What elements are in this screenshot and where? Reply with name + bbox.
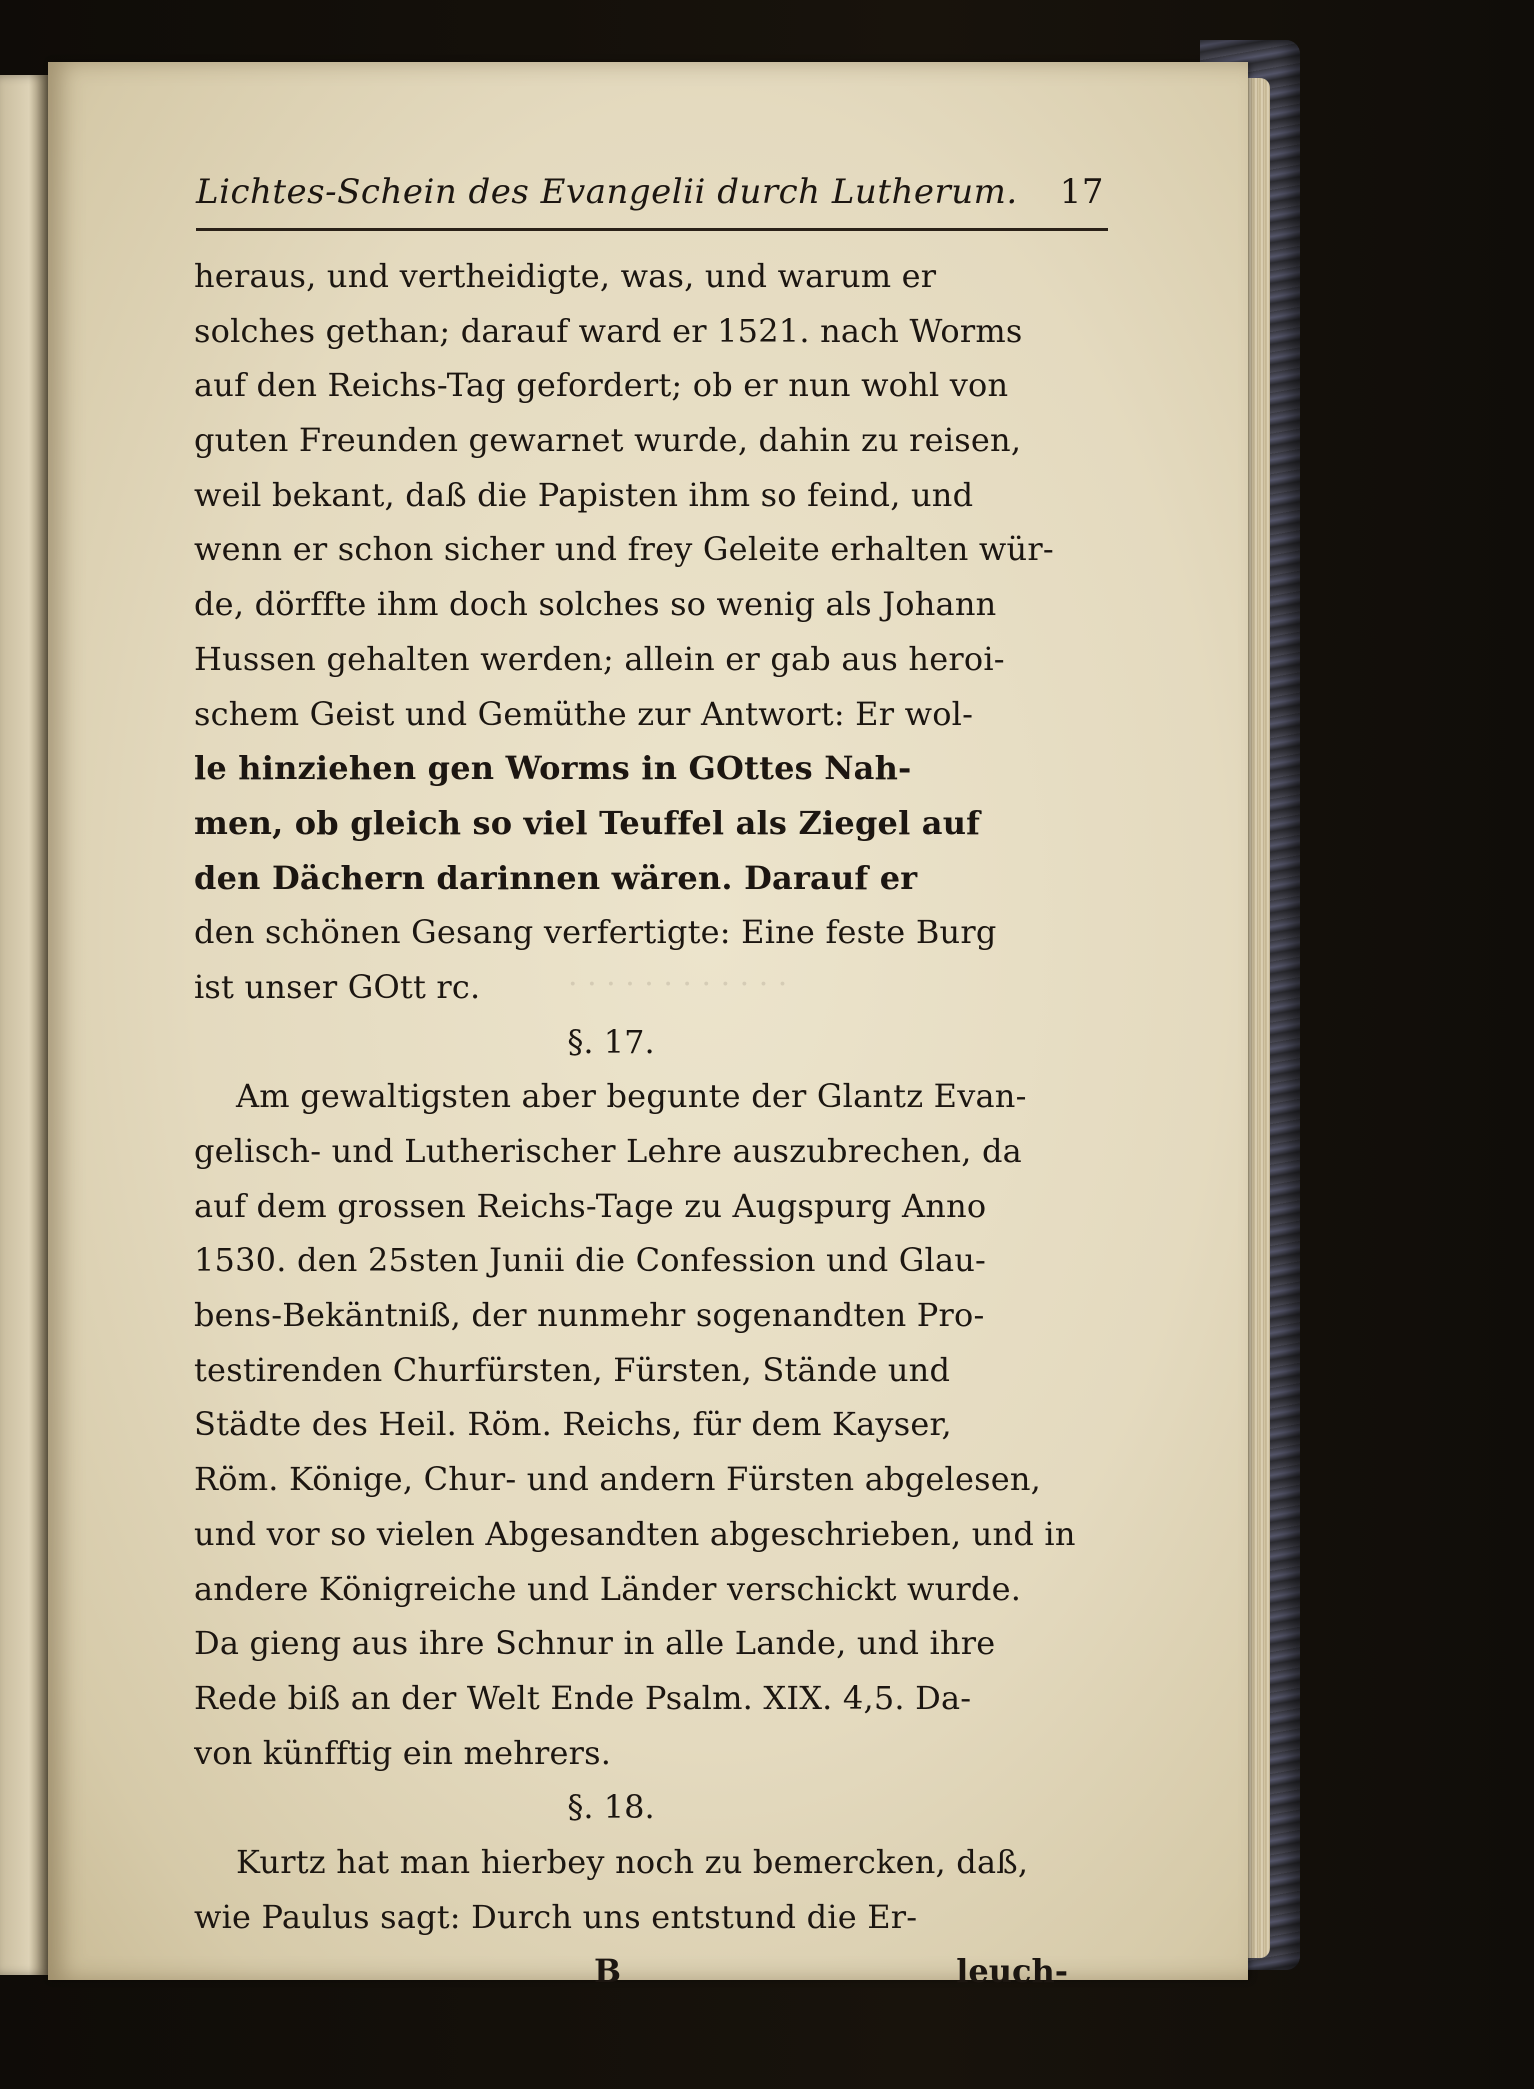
book-page (48, 62, 1248, 1991)
text-line: Städte des Heil. Röm. Reichs, für dem Kayser, (194, 1405, 952, 1444)
text-line: weil bekant, daß die Papisten ihm so feind, und (194, 475, 974, 514)
section-heading-17: §. 17. (567, 1022, 655, 1061)
text-line-emphasis: den Dächern darinnen wären. Darauf er (194, 858, 918, 897)
text-line: testirenden Churfürsten, Fürsten, Stände und (194, 1350, 951, 1389)
text-line: Am gewaltigsten aber begunte der Glantz Evan- (236, 1077, 1027, 1116)
text-line: wie Paulus sagt: Durch uns entstund die Er- (194, 1897, 918, 1936)
head-rule (196, 228, 1108, 231)
catchword: leuch- (956, 1952, 1068, 1991)
running-head (148, 172, 1108, 228)
text-line: Rede biß an der Welt Ende Psalm. XIX. 4,5. Da- (194, 1678, 972, 1717)
text-line: 1530. den 25sten Junii die Confession und Glau- (194, 1241, 987, 1280)
text-line: Röm. Könige, Chur- und andern Fürsten abgelesen, (194, 1460, 1042, 1499)
text-line: Da gieng aus ihre Schnur in alle Lande, und ihre (194, 1624, 996, 1663)
text-line: bens-Bekäntniß, der nunmehr sogenandten Pro- (194, 1296, 985, 1335)
text-line: und vor so vielen Abgesandten abgeschrieben, und in (194, 1514, 1076, 1553)
text-line: guten Freunden gewarnet wurde, dahin zu reisen, (194, 421, 1022, 460)
text-line-emphasis: le hinziehen gen Worms in GOttes Nah- (194, 749, 912, 788)
text-line-emphasis: men, ob gleich so viel Teuffel als Ziegel auf (194, 803, 981, 842)
text-line: Kurtz hat man hierbey noch zu bemercken, daß, (236, 1842, 1029, 1881)
text-line: gelisch- und Lutherischer Lehre auszubrechen, da (194, 1132, 1022, 1170)
text-line: Hussen gehalten werden; allein er gab aus heroi- (194, 639, 1005, 678)
text-line: wenn er schon sicher und frey Geleite erhalten wür- (194, 530, 1054, 569)
text-line: de, dörffte ihm doch solches so wenig als Johann (194, 585, 997, 624)
text-line: schem Geist und Gemüthe zur Antwort: Er wol- (194, 694, 974, 733)
text-line: ist unser GOtt rc. (194, 967, 481, 1006)
text-line: auf den Reichs-Tag gefordert; ob er nun wohl von (194, 366, 1009, 405)
text-line: auf dem grossen Reichs-Tage zu Augspurg Anno (194, 1186, 987, 1225)
page-footer (194, 1944, 1108, 1999)
facing-page-edge (0, 75, 48, 1975)
text-line: den schönen Gesang verfertigte: Eine feste Burg (194, 913, 997, 952)
text-line: andere Königreiche und Länder verschickt wurde. (194, 1569, 1022, 1608)
text-line: heraus, und vertheidigte, was, und warum er (194, 257, 937, 295)
signature-mark: B (594, 1952, 622, 1991)
page-number: 17 (1059, 172, 1104, 212)
running-head-title: Lichtes-Schein des Evangelii durch Lutherum. (196, 172, 1018, 212)
section-heading-18: §. 18. (567, 1788, 655, 1827)
body-text (148, 249, 1108, 1999)
text-line: von künfftig ein mehrers. (194, 1733, 612, 1772)
page-text (148, 172, 1108, 1999)
show-through-text: · · · · · · · · · · · · (568, 967, 788, 1002)
text-line: solches gethan; darauf ward er 1521. nach Worms (194, 311, 1023, 350)
